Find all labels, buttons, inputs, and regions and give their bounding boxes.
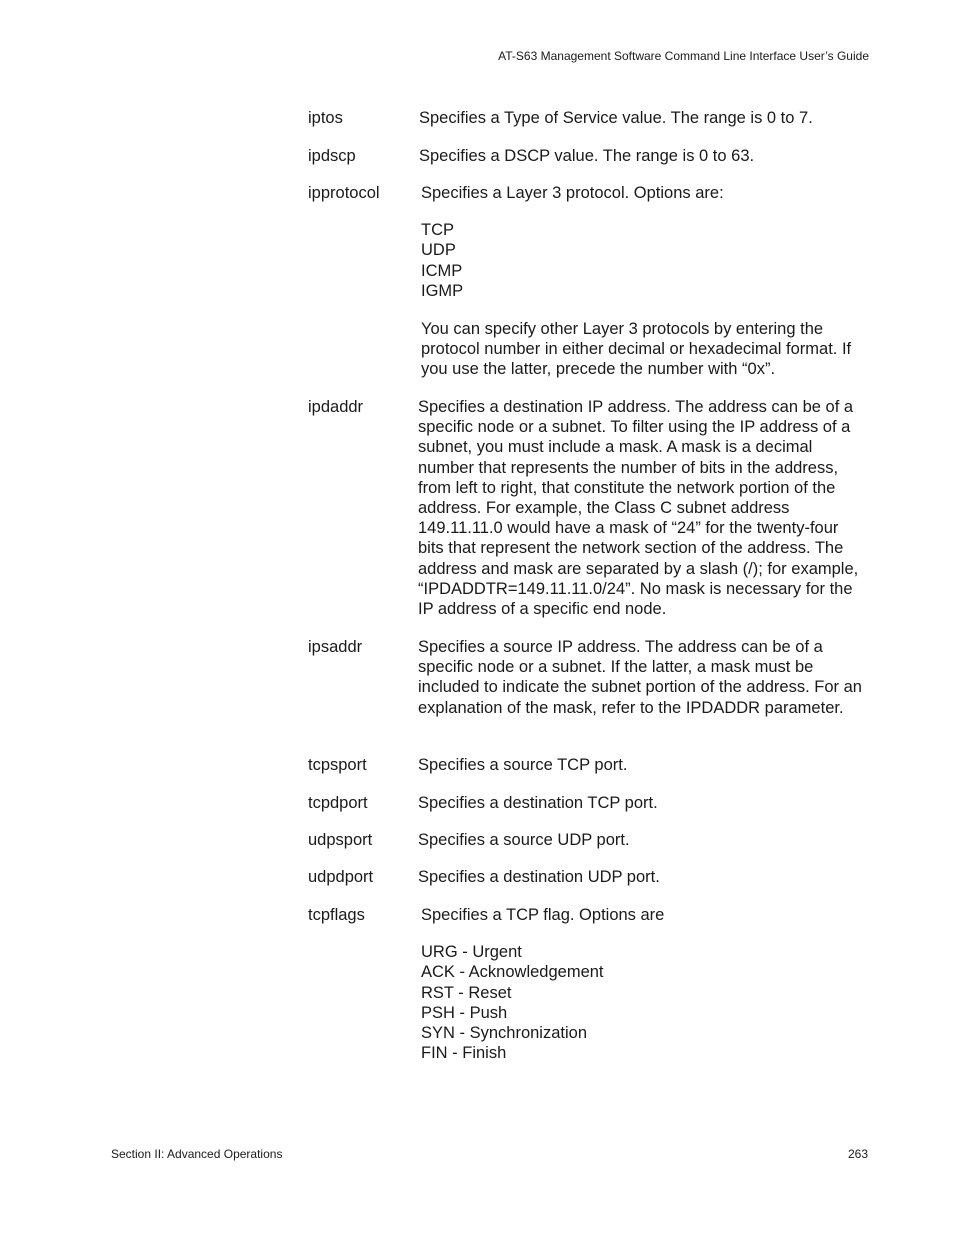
- param-name: ipsaddr: [308, 638, 363, 656]
- description-text: Specifies a TCP flag. Options are: [421, 906, 665, 924]
- param-description: [418, 397, 868, 619]
- option-item: ACK - Acknowledgement: [421, 963, 604, 982]
- description-text: Specifies a destination UDP port.: [418, 868, 660, 886]
- option-list: [421, 220, 871, 301]
- param-name: udpdport: [308, 868, 374, 886]
- running-header: AT-S63 Management Software Command Line Interface User’s Guide: [498, 49, 869, 63]
- description-text: Specifies a source UDP port.: [418, 831, 630, 849]
- description-text: Specifies a Layer 3 protocol. Options are:: [421, 184, 724, 202]
- param-description: [418, 830, 868, 850]
- option-item: UDP: [421, 241, 456, 260]
- description-text: Specifies a source TCP port.: [418, 756, 628, 774]
- page-number: 263: [847, 1147, 868, 1161]
- footer-section: Section II: Advanced Operations: [111, 1147, 283, 1161]
- param-name: ipdaddr: [308, 398, 364, 416]
- description-text: Specifies a source IP address. The address can be of a specific node or a subnet. If the latter, a mask must be included to indicate the subnet portion of the address. For an explanation of the mask, refer to the IPDADDR parameter.: [418, 638, 862, 717]
- description-text: Specifies a Type of Service value. The range is 0 to 7.: [419, 109, 813, 127]
- param-description: [418, 867, 868, 887]
- param-name: tcpflags: [308, 906, 365, 924]
- param-description: [419, 146, 869, 166]
- param-description: [418, 637, 868, 718]
- param-name: udpsport: [308, 831, 373, 849]
- option-item: FIN - Finish: [421, 1044, 507, 1063]
- option-item: ICMP: [421, 261, 463, 280]
- param-description: [418, 793, 868, 813]
- param-name: tcpsport: [308, 756, 367, 774]
- param-name: tcpdport: [308, 794, 368, 812]
- description-text: Specifies a destination IP address. The address can be of a specific node or a subnet. To filter using the IP address of a subnet, you must include a mask. A mask is a decimal number that represents the number of bits in the address, from left to right, that constitute the network portion of the address. For example, the Class C subnet address 149.11.11.0 would have a mask of “24” for the twenty-four bits that represent the network section of the address. The address and mask are separated by a slash (/); for example, “IPDADDTR=149.11.11.0/24”. No mask is necessary for the IP address of a specific end node.: [418, 398, 859, 619]
- option-list: [421, 942, 871, 1063]
- description-text: Specifies a DSCP value. The range is 0 to 63.: [419, 147, 755, 165]
- option-item: URG - Urgent: [421, 943, 522, 962]
- description-text: Specifies a destination TCP port.: [418, 794, 658, 812]
- option-item: SYN - Synchronization: [421, 1024, 587, 1043]
- param-description: [421, 183, 871, 380]
- param-name: ipdscp: [308, 147, 356, 165]
- option-item: TCP: [421, 221, 454, 240]
- option-item: IGMP: [421, 281, 464, 300]
- option-item: RST - Reset: [421, 983, 512, 1002]
- param-description: [421, 905, 871, 1063]
- param-name: ipprotocol: [308, 184, 380, 202]
- param-description: [419, 108, 869, 128]
- param-name: iptos: [308, 109, 343, 127]
- option-item: PSH - Push: [421, 1003, 508, 1022]
- note-text: You can specify other Layer 3 protocols by entering the protocol number in either decimal or hexadecimal format. If you use the latter, precede the number with “0x”.: [421, 320, 852, 379]
- param-description: [418, 755, 868, 775]
